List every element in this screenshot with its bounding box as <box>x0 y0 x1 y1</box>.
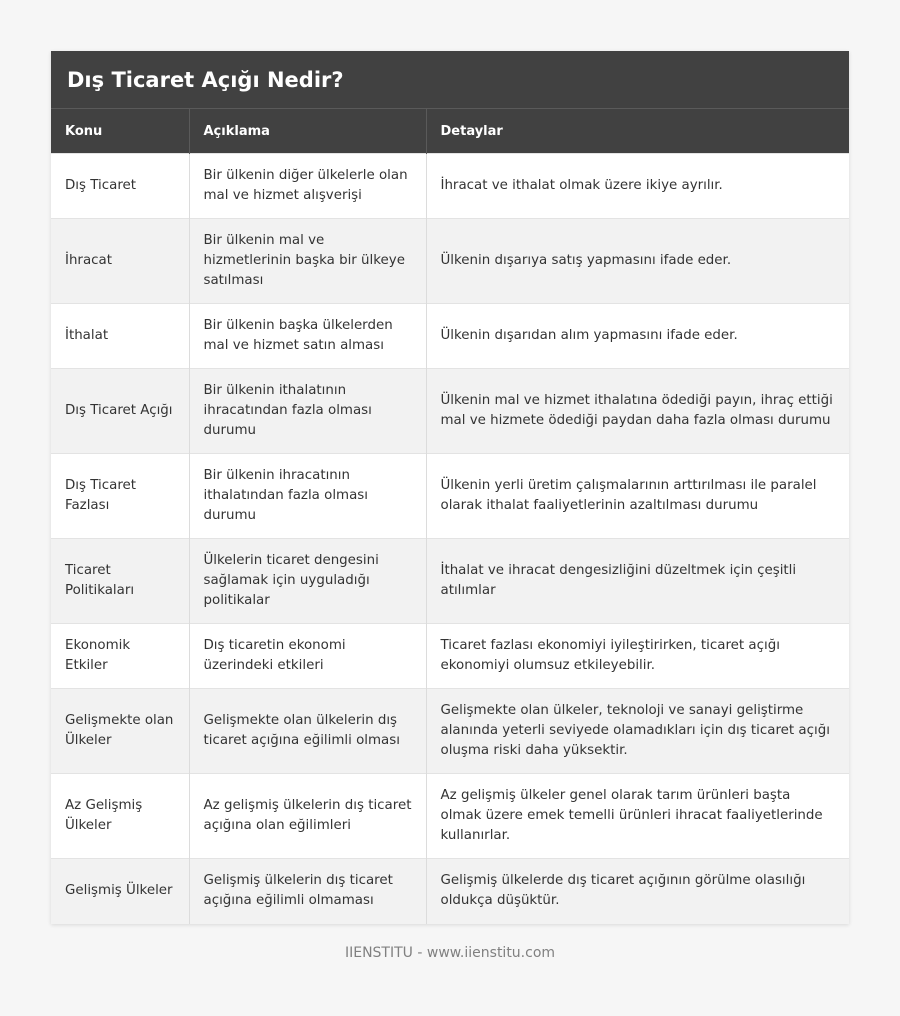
cell-konu: Gelişmekte olan Ülkeler <box>51 689 189 774</box>
footer-credit: IIENSTITU - www.iienstitu.com <box>344 945 556 961</box>
table-row <box>51 624 849 689</box>
table-row <box>51 154 849 219</box>
cell-detaylar: Ülkenin dışarıya satış yapmasını ifade eder. <box>426 219 849 304</box>
cell-detaylar: Az gelişmiş ülkeler genel olarak tarım ürünleri başta olmak üzere emek temelli ürünleri ihracat faaliyetlerinde kullanırlar. <box>426 774 849 859</box>
cell-detaylar: Gelişmiş ülkelerde dış ticaret açığının görülme olasılığı oldukça düşüktür. <box>426 859 849 924</box>
cell-aciklama: Bir ülkenin diğer ülkelerle olan mal ve hizmet alışverişi <box>189 154 426 219</box>
column-header-detaylar: Detaylar <box>426 109 849 154</box>
info-card <box>51 51 849 924</box>
cell-konu: Dış Ticaret Fazlası <box>51 454 189 539</box>
cell-aciklama: Bir ülkenin ihracatının ithalatından fazla olması durumu <box>189 454 426 539</box>
cell-konu: Dış Ticaret Açığı <box>51 369 189 454</box>
cell-aciklama: Bir ülkenin başka ülkelerden mal ve hizmet satın alması <box>189 304 426 369</box>
table-header-row <box>51 109 849 154</box>
cell-konu: Ticaret Politikaları <box>51 539 189 624</box>
column-header-aciklama: Açıklama <box>189 109 426 154</box>
cell-konu: İthalat <box>51 304 189 369</box>
cell-aciklama: Bir ülkenin ithalatının ihracatından fazla olması durumu <box>189 369 426 454</box>
cell-detaylar: İhracat ve ithalat olmak üzere ikiye ayrılır. <box>426 154 849 219</box>
table-row <box>51 369 849 454</box>
table-row <box>51 219 849 304</box>
table-row <box>51 859 849 924</box>
table-row <box>51 539 849 624</box>
cell-detaylar: Gelişmekte olan ülkeler, teknoloji ve sanayi geliştirme alanında yeterli seviyede olamadıkları için dış ticaret açığı oluşma riski daha yüksektir. <box>426 689 849 774</box>
table-title: Dış Ticaret Açığı Nedir? <box>51 51 849 108</box>
cell-detaylar: İthalat ve ihracat dengesizliğini düzeltmek için çeşitli atılımlar <box>426 539 849 624</box>
cell-detaylar: Ülkenin dışarıdan alım yapmasını ifade eder. <box>426 304 849 369</box>
cell-aciklama: Gelişmekte olan ülkelerin dış ticaret açığına eğilimli olması <box>189 689 426 774</box>
cell-aciklama: Bir ülkenin mal ve hizmetlerinin başka bir ülkeye satılması <box>189 219 426 304</box>
cell-aciklama: Az gelişmiş ülkelerin dış ticaret açığına olan eğilimleri <box>189 774 426 859</box>
table-row <box>51 689 849 774</box>
cell-detaylar: Ülkenin yerli üretim çalışmalarının arttırılması ile paralel olarak ithalat faaliyetlerinin azaltılması durumu <box>426 454 849 539</box>
cell-konu: İhracat <box>51 219 189 304</box>
table-row <box>51 454 849 539</box>
cell-detaylar: Ticaret fazlası ekonomiyi iyileştirirken, ticaret açığı ekonomiyi olumsuz etkileyebilir. <box>426 624 849 689</box>
table-row <box>51 304 849 369</box>
cell-aciklama: Dış ticaretin ekonomi üzerindeki etkileri <box>189 624 426 689</box>
column-header-konu: Konu <box>51 109 189 154</box>
cell-aciklama: Ülkelerin ticaret dengesini sağlamak için uyguladığı politikalar <box>189 539 426 624</box>
cell-konu: Gelişmiş Ülkeler <box>51 859 189 924</box>
cell-konu: Dış Ticaret <box>51 154 189 219</box>
cell-detaylar: Ülkenin mal ve hizmet ithalatına ödediği payın, ihraç ettiği mal ve hizmete ödediği paydan daha fazla olması durumu <box>426 369 849 454</box>
table-row <box>51 774 849 859</box>
cell-konu: Ekonomik Etkiler <box>51 624 189 689</box>
data-table <box>51 108 849 924</box>
cell-konu: Az Gelişmiş Ülkeler <box>51 774 189 859</box>
cell-aciklama: Gelişmiş ülkelerin dış ticaret açığına eğilimli olmaması <box>189 859 426 924</box>
